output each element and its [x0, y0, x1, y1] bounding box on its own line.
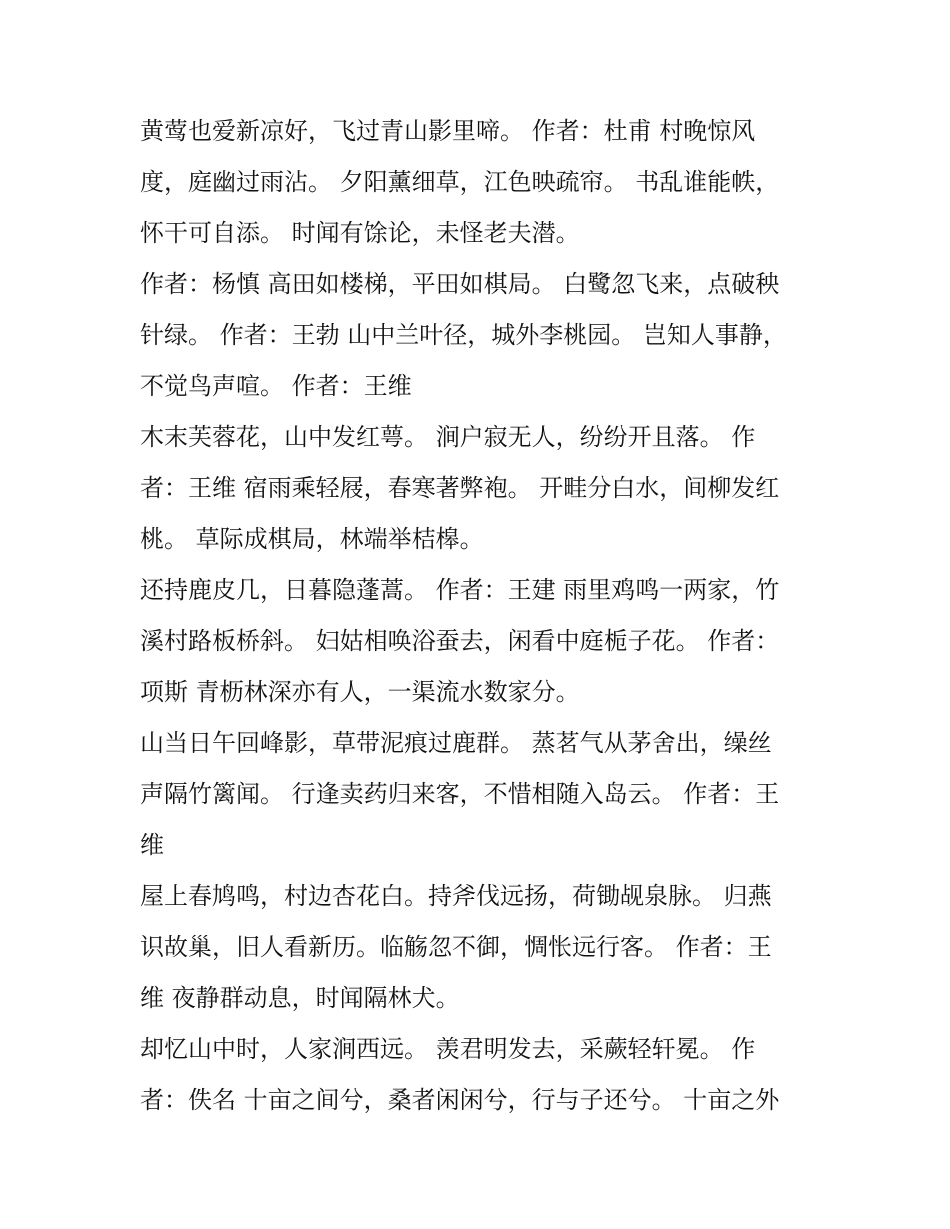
text-line: 黄莺也爱新凉好，飞过青山影里啼。 作者：杜甫 村晚惊风: [140, 117, 756, 145]
text-line: 声隔竹篱闻。 行逢卖药归来客，不惜相随入岛云。 作者：王: [140, 780, 780, 808]
text-line: 山当日午回峰影，草带泥痕过鹿群。 蒸茗气从茅舍出，缲丝: [140, 729, 772, 757]
text-line: 不觉鸟声喧。 作者：王维: [140, 372, 412, 400]
text-line: 桃。 草际成棋局，林端举桔槔。: [140, 525, 484, 553]
text-line: 木末芙蓉花，山中发红萼。 涧户寂无人，纷纷开且落。 作: [140, 423, 756, 451]
text-line: 溪村路板桥斜。 妇姑相唤浴蚕去，闲看中庭栀子花。 作者：: [140, 627, 780, 655]
text-line: 怀干可自添。 时闻有馀论，未怪老夫潜。: [140, 219, 580, 247]
text-line: 者：王维 宿雨乘轻屐，春寒著弊袍。 开畦分白水，间柳发红: [140, 474, 780, 502]
text-line: 却忆山中时，人家涧西远。 羡君明发去，采蕨轻轩冕。 作: [140, 1035, 756, 1063]
text-line: 者：佚名 十亩之间兮，桑者闲闲兮，行与子还兮。 十亩之外: [140, 1086, 780, 1114]
text-line: 维: [140, 831, 164, 859]
text-line: 针绿。 作者：王勃 山中兰叶径，城外李桃园。 岂知人事静，: [140, 321, 787, 349]
text-line: 度，庭幽过雨沾。 夕阳薰细草，江色映疏帘。 书乱谁能帙，: [140, 168, 780, 196]
text-line: 屋上春鸠鸣，村边杏花白。持斧伐远扬，荷锄觇泉脉。 归燕: [140, 882, 772, 910]
text-line: 识故巢，旧人看新历。临觞忽不御，惆怅远行客。 作者：王: [140, 933, 772, 961]
text-line: 还持鹿皮几，日暮隐蓬蒿。 作者：王建 雨里鸡鸣一两家，竹: [140, 576, 780, 604]
text-line: 项斯 青枥林深亦有人，一渠流水数家分。: [140, 678, 580, 706]
poem-text-block: [140, 106, 810, 1126]
text-line: 维 夜静群动息，时闻隔林犬。: [140, 984, 460, 1012]
text-line: 作者：杨慎 高田如楼梯，平田如棋局。 白鹭忽飞来，点破秧: [140, 270, 780, 298]
